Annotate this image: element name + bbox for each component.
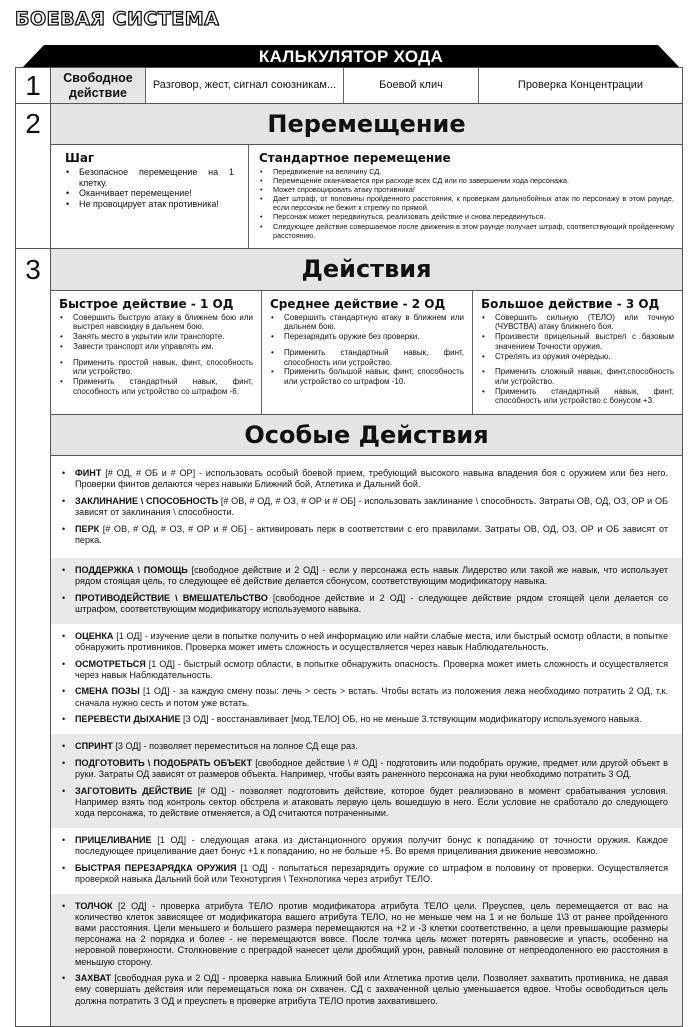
turn-calculator-banner	[22, 45, 680, 68]
step-number-2: 2	[16, 104, 51, 248]
special-action-item: • СПРИНТ [3 ОД] - позволяет переместиться на полное СД еще раз.	[75, 741, 668, 752]
page-title: БОЕВАЯ СИСТЕМА	[15, 8, 220, 30]
large-action-title: Большое действие - 3 ОД	[481, 296, 660, 311]
large-action-item: • Применить сложный навык, финт,способность или устройство.	[495, 367, 674, 386]
step-item: • Безопасное перемещение на 1 клетку.	[79, 167, 240, 188]
movement-content	[51, 145, 682, 248]
quick-action-item: • Применить стандартный навык, финт, способность или устройство со штрафом -6.	[73, 377, 253, 396]
special-action-item: • СМЕНА ПОЗЫ [1 ОД] - за каждую смену позы: лечь > сесть > встать. Чтобы встать из положения лежа необходимо потратить 2 ОД, т.к. сначала нужно сесть и потом уже встать.	[75, 686, 668, 708]
standard-move-item: • Перемещение оканчивается при расходе всех СД или по завершении хода персонажа.	[273, 176, 674, 185]
special-action-item: • ЗАГОТОВИТЬ ДЕЙСТВИЕ [# ОД] - позволяет подготовить действие, которое будет реализовано в момент срабатывания условия. Например взять под контроль сектор обстрела и атаковать первую цель вошедшую в него. Если условие не сработало до следующего хода персонажа, то действие отменяется, а ОД считаются потраченными.	[75, 786, 668, 820]
special-action-item: • ПОДДЕРЖКА \ ПОМОЩЬ [свободное действие и 2 ОД] - если у персонажа есть навык Лидерство или такой же навык, что использует рядом стоящая цель, то следующее её действие делается сбонусом, соответствующим модификатору навыка.	[75, 565, 668, 587]
large-action-column	[473, 291, 682, 414]
standard-move-item: • Может спровоцировать атаку противника!	[273, 185, 674, 194]
medium-action-item: • Применить большой навык, финт, способность или устройство со штрафом -10.	[284, 367, 464, 386]
medium-action-title: Среднее действие - 2 ОД	[270, 296, 446, 311]
step-title: Шаг	[65, 151, 95, 165]
step-number-1: 1	[16, 68, 51, 103]
step-row-2	[16, 104, 682, 249]
step-column	[51, 145, 249, 248]
special-group-3	[51, 624, 682, 734]
large-action-item: • Стрелять из оружия очередью.	[495, 352, 674, 362]
special-group-5	[51, 828, 682, 894]
step-row-1	[16, 68, 682, 104]
special-action-item: • ЗАХВАТ [свободная рука и 2 ОД] - проверка навыка Ближний бой или Атлетика против цели. Позволяет захватить противника, не давая ему совершать действия или перемещаться пока он схвачен. СД с захваченной целью уменьшается вдвое. Чтобы освободиться цель должна потратить 3 ОД и преуспеть в проверке атрибута ТЕЛО против захватившего.	[75, 973, 668, 1007]
quick-action-column	[51, 291, 262, 414]
standard-move-item: • Передвижение на величину СД.	[273, 167, 674, 176]
special-actions-heading: Особые Действия	[51, 415, 682, 456]
special-group-4	[51, 734, 682, 828]
step-item: • Оканчивает перемещение!	[79, 188, 240, 199]
calculator-table	[15, 67, 683, 1027]
banner-title: КАЛЬКУЛЯТОР ХОДА	[258, 47, 444, 66]
step-number-3: 3	[16, 249, 51, 1027]
large-action-item: • Произвести прицельный выстрел с базовым значением Точности оружия.	[495, 332, 674, 351]
actions-heading: Действия	[51, 249, 682, 291]
special-action-item: • ОЦЕНКА [1 ОД] - изучение цели в попытке получить о ней информацию или найти слабые места, или быстрый осмотр области, в попытке обнаружить противников. Проверка может иметь сложность и осуществляется через навык Наблюдательность.	[75, 631, 668, 653]
standard-move-title: Стандартное перемещение	[259, 151, 451, 165]
free-action-label: Свободное действие	[51, 68, 146, 103]
quick-action-item: • Занять место в укрытии или транспорте.	[73, 332, 253, 342]
special-actions-list	[51, 456, 682, 1026]
special-action-item: • БЫСТРАЯ ПЕРЕЗАРЯДКА ОРУЖИЯ [1 ОД] - попытаться перезарядить оружие со штрафом в половину от проверки. Осуществляется проверкой навыка Дальний бой или Технотургия \ Технологика через атрибут ТЕЛО.	[75, 863, 668, 885]
step-row-3	[16, 249, 682, 1027]
special-group-6	[51, 894, 682, 1027]
medium-action-column	[262, 291, 473, 414]
special-action-item: • ПРОТИВОДЕЙСТВИЕ \ ВМЕШАТЕЛЬСТВО [свободное действие и 2 ОД] - следующее действие рядом стоящей цели делается со штрафом, соответствующим модификатору используемого навыка.	[75, 593, 668, 615]
quick-action-item: • Завести транспорт или управлять им.	[73, 342, 253, 352]
large-action-item: • Совершить сильную (ТЕЛО) или точную (ЧУВСТВА) атаку ближнего боя.	[495, 313, 674, 332]
special-action-item: • ТОЛЧОК [2 ОД] - проверка атрибута ТЕЛО против модификатора атрибута ТЕЛО цели. Преуспев, цель перемещается от вас на количество клеток зависящее от модификатора вашего атрибута ТЕЛО, но не меньше чем на 1 и не больше 1\3 от ранее пройденного вами расстояния. Цели меньшего и большего размера перемещаются на +2 и -3 клетки соответственно, а цели превышающие размеры персонажа на 2 порядка и более - не перемещаются вовсе. После толчка цель может потерять равновесие и упасть, особенно на неровной поверхности. Столкновение с преградой нанесет цели дробящий урон, равный половине от непреодоленного ею расстояния в меньшую сторону.	[75, 901, 668, 968]
medium-action-item: • Перезарядить оружие без проверки.	[284, 332, 464, 342]
free-action-row	[51, 68, 682, 103]
special-group-2	[51, 558, 682, 624]
quick-action-title: Быстрое действие - 1 ОД	[59, 296, 234, 311]
large-action-item: • Применить стандартный навык, финт, способность или устройство с бонусом +3.	[495, 387, 674, 406]
standard-move-item: • Персонаж может передвинуться, реализовать действие и снова передвинуться.	[273, 212, 674, 221]
standard-move-item: • Дает штраф, от половины пройденного расстояния, к проверкам дальнобойных атак по персонажу в этом раунде, если персонаж не бежит к стрелку по прямой.	[273, 194, 674, 212]
special-action-item: • ПЕРЕВЕСТИ ДЫХАНИЕ [3 ОД] - восстанавливает [мод.ТЕЛО] ОБ, но не меньше 3.тствующим модификатору используемого навыка.	[75, 714, 668, 725]
free-action-battle-cry: Боевой клич	[344, 68, 479, 103]
quick-action-item: • Применить простой навык, финт, способность или устройство.	[73, 358, 253, 377]
actions-content	[51, 291, 682, 415]
quick-action-item: • Совершить быструю атаку в ближнем бою или выстрел навскидку в дальнем бою.	[73, 313, 253, 332]
medium-action-item: • Применить стандартный навык, финт, способность или устройство.	[284, 348, 464, 367]
special-action-item: • ПЕРК [# ОВ, # ОД, # ОЗ, # ОР и # ОБ] - активировать перк в соответствии с его правилами. Затраты ОВ, ОД, ОЗ, ОР и ОБ зависят от перка.	[75, 524, 668, 546]
special-action-item: • ПОДГОТОВИТЬ \ ПОДОБРАТЬ ОБЪЕКТ [свободное действие \ # ОД] - подготовить или подобрать оружие, предмет или другой объект в руки. Затраты ОД зависят от размеров объекта. Например, чтобы взять раненного персонажа на руки необходимо потратить 3 ОД.	[75, 758, 668, 780]
special-action-item: • ФИНТ [# ОД, # ОБ и # ОР] - использовать особый боевой прием, требующий высокого навыка владения боя с оружием или без него. Проверки финтов делаются через навыки Ближний бой, Атлетика и Дальний бой.	[75, 468, 668, 490]
special-group-1	[51, 456, 682, 558]
free-action-concentration: Проверка Концентрации	[517, 79, 644, 91]
medium-action-item: • Совершить стандартную атаку в ближнем или дальнем бою.	[284, 313, 464, 332]
standard-move-item: • Следующее действие совершаемое после движения в этом раунде получает штраф, соответствующий пройденному расстоянию.	[273, 222, 674, 240]
movement-heading: Перемещение	[51, 104, 682, 145]
special-action-item: • ПРИЦЕЛИВАНИЕ [1 ОД] - следующая атака из дистанционного оружия получит бонус к попаданию от точности оружия. Каждое последующее прицеливание дает бонус +1 к попаданию, но не больше +5. Во время прицеливания движение невозможно.	[75, 835, 668, 857]
special-action-item: • ОСМОТРЕТЬСЯ [1 ОД] - быстрый осмотр области, в попытке обнаружить опасность. Проверка может иметь сложность и осуществляется через навык Наблюдательность.	[75, 659, 668, 681]
step-item: • Не провоцирует атак противника!	[79, 199, 240, 210]
free-action-talk: Разговор, жест, сигнал союзникам...	[146, 68, 344, 103]
special-action-item: • ЗАКЛИНАНИЕ \ СПОСОБНОСТЬ [# ОВ, # ОД, # ОЗ, # ОР и # ОБ] - использовать заклинание \ способность. Затраты ОВ, ОД, ОЗ, ОР и ОБ зависят от заклинания \ способности.	[75, 496, 668, 518]
standard-move-column	[249, 145, 682, 248]
